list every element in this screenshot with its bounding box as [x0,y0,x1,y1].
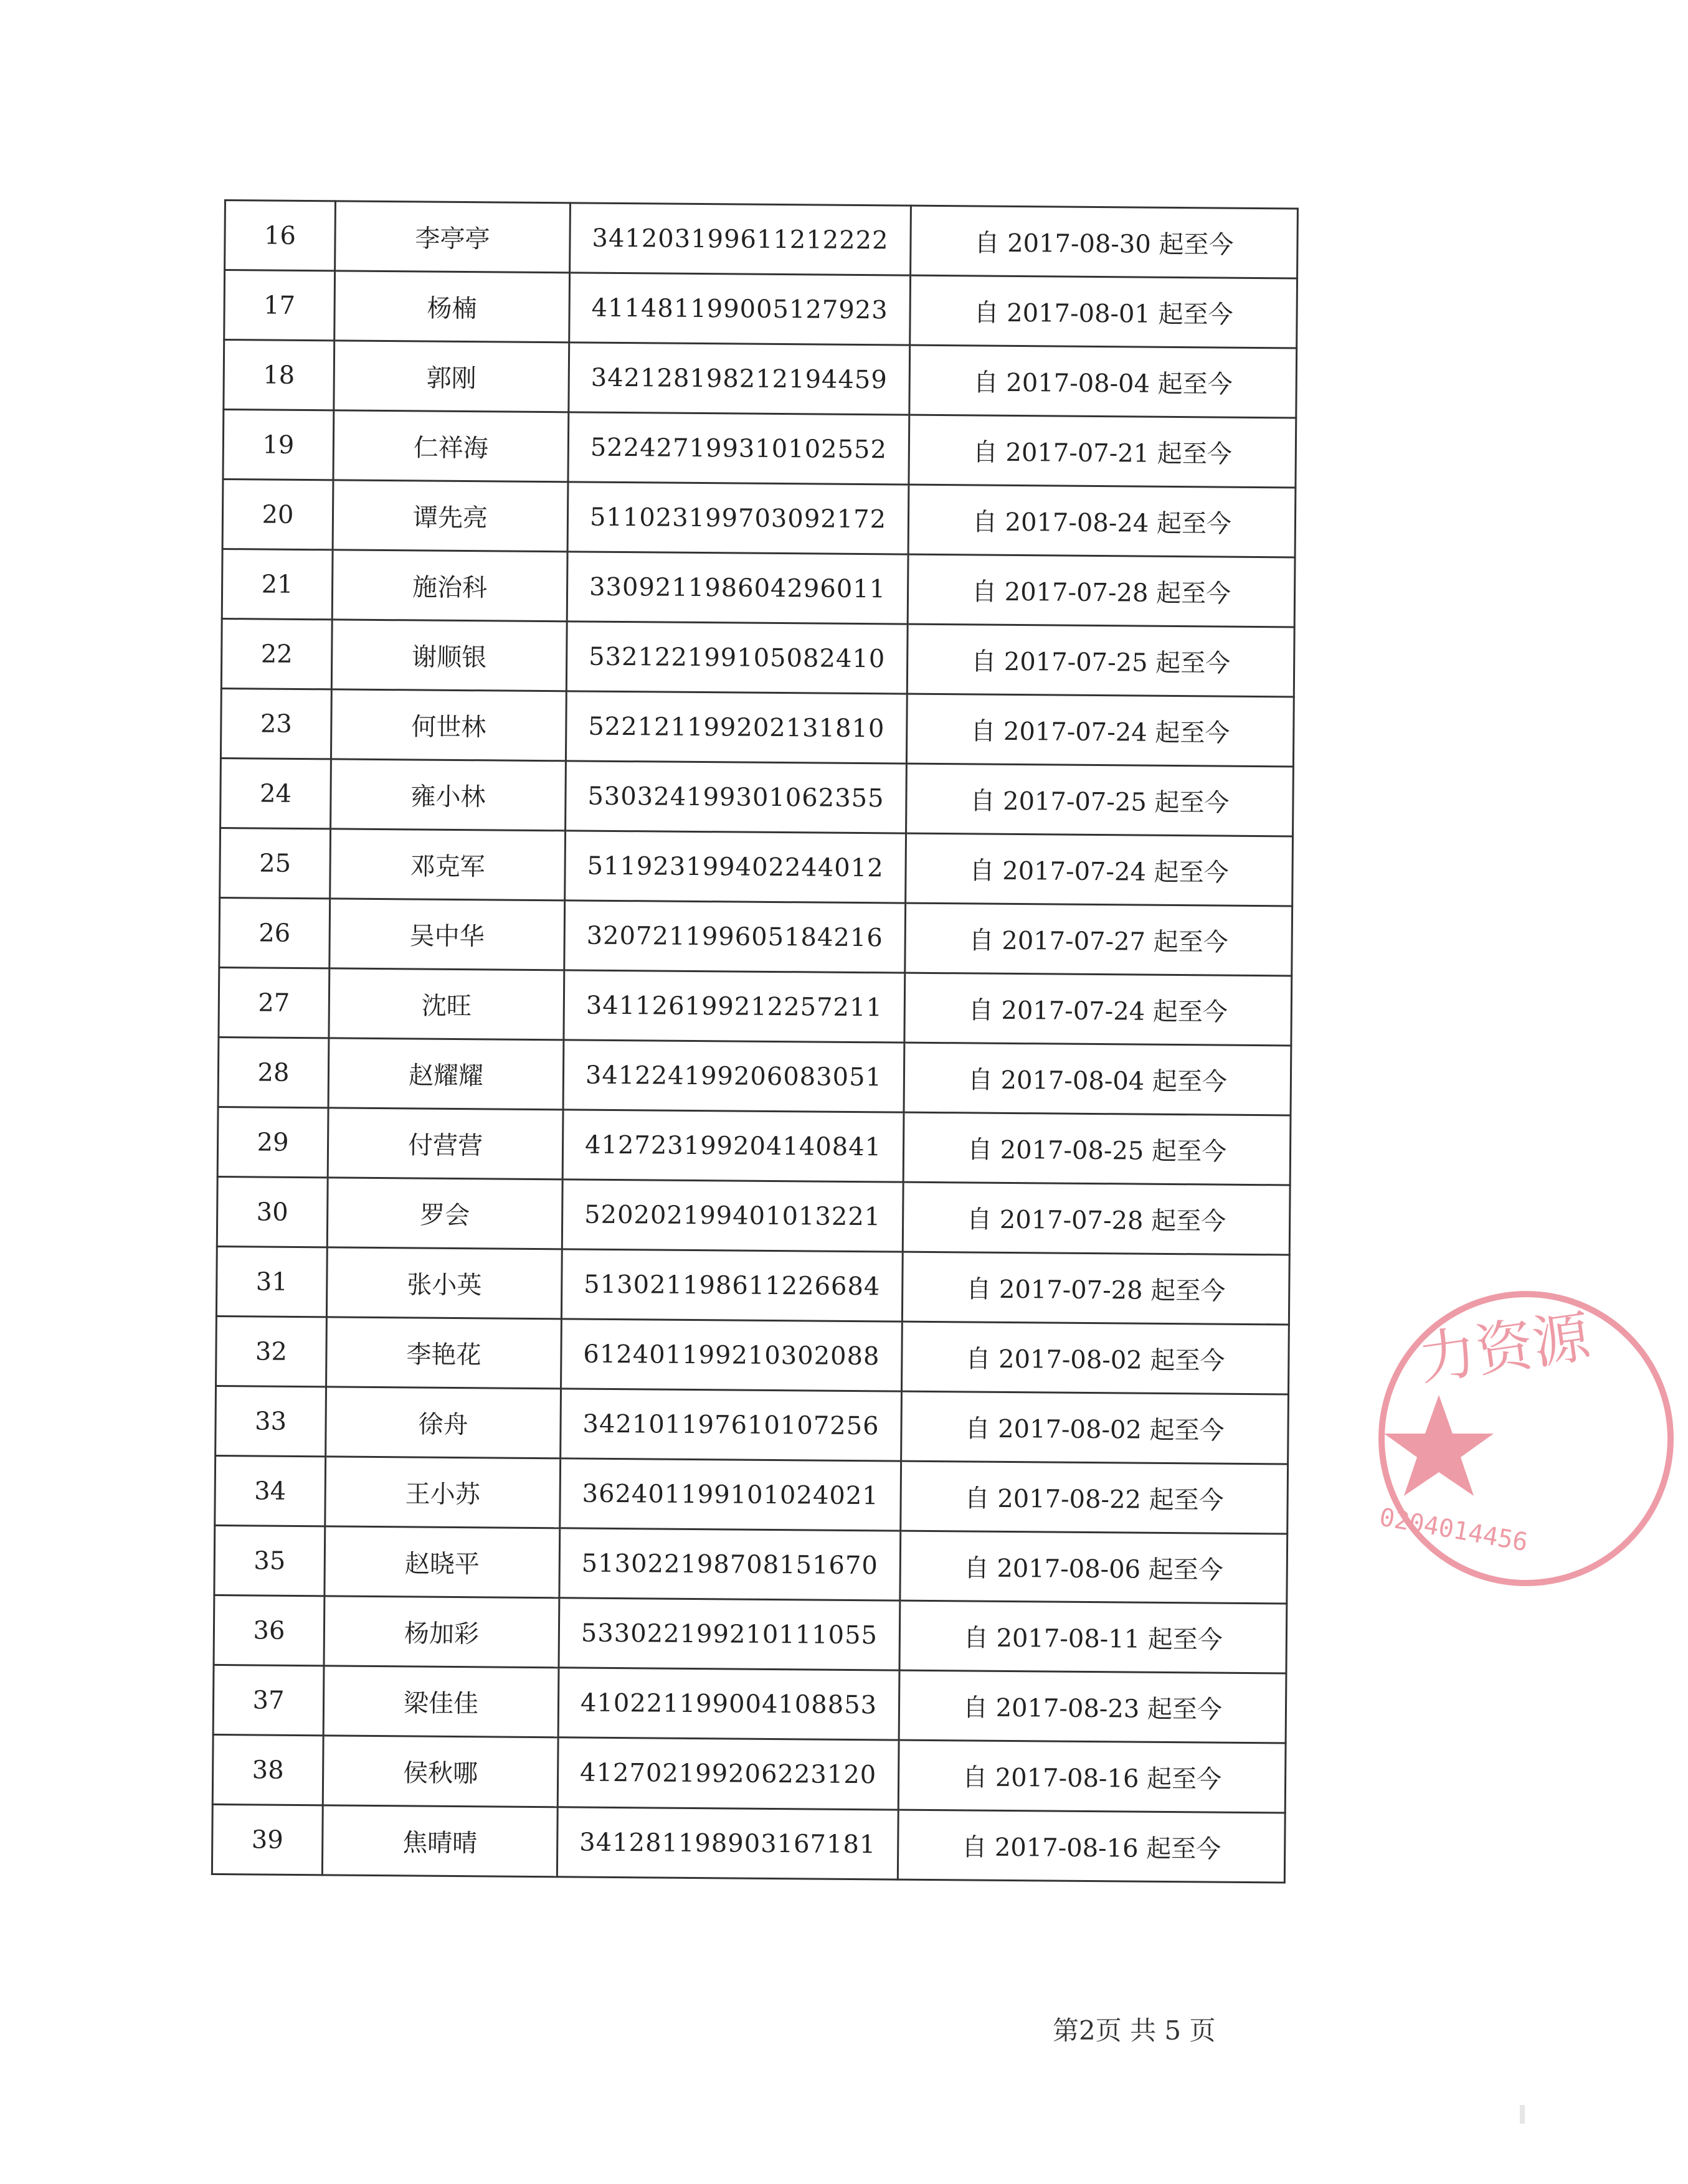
name-cell: 杨楠 [334,271,570,343]
id-number-cell: 341126199212257211 [564,970,905,1042]
id-number-cell: 320721199605184216 [564,901,906,973]
id-number-cell: 341224199206083051 [563,1040,904,1112]
scan-mark [1520,2105,1525,2124]
name-cell: 沈旺 [329,968,564,1040]
table-row [222,479,1296,557]
name-cell: 何世林 [331,689,566,761]
start-date-cell: 自 2017-07-27 起至今 [905,903,1292,976]
name-cell: 徐舟 [326,1387,561,1458]
row-number-cell: 22 [221,618,332,689]
name-cell: 罗会 [327,1178,562,1249]
start-date-cell: 自 2017-08-02 起至今 [901,1391,1289,1464]
id-number-cell: 530324199301062355 [566,761,907,833]
name-cell: 梁佳佳 [323,1666,559,1737]
row-number-cell: 31 [216,1246,327,1317]
start-date-cell: 自 2017-08-16 起至今 [898,1810,1285,1883]
table-row [219,967,1292,1046]
row-number-cell: 17 [224,270,335,341]
table-row [220,758,1294,836]
row-number-cell: 20 [222,479,333,549]
start-date-cell: 自 2017-07-28 起至今 [903,1182,1290,1255]
row-number-cell: 36 [214,1595,325,1665]
id-number-cell: 522427199310102552 [568,412,909,485]
name-cell: 付营营 [328,1108,563,1179]
table-row [212,1734,1286,1813]
name-cell: 焦晴晴 [322,1805,557,1877]
table-row [220,688,1294,767]
name-cell: 邓克军 [330,829,566,901]
row-number-cell: 28 [218,1037,329,1107]
id-number-cell: 342128198212194459 [569,343,910,415]
name-cell: 侯秋哪 [323,1736,558,1807]
id-number-cell: 612401199210302088 [561,1319,903,1391]
row-number-cell: 38 [212,1734,323,1805]
id-number-cell: 411481199005127923 [569,273,911,345]
row-number-cell: 37 [213,1665,324,1735]
start-date-cell: 自 2017-08-25 起至今 [903,1112,1291,1185]
page-number: 第2页 共 5 页 [1053,2015,1216,2046]
table-row [224,340,1297,418]
name-cell: 施治科 [332,550,567,622]
start-date-cell: 自 2017-08-04 起至今 [904,1042,1291,1115]
table-row [218,1037,1291,1115]
id-number-cell: 412723199204140841 [562,1110,904,1182]
id-number-cell: 520202199401013221 [562,1179,903,1252]
row-number-cell: 21 [222,549,333,619]
name-cell: 谢顺银 [331,620,567,691]
table-row [213,1665,1286,1743]
name-cell: 李艳花 [326,1317,562,1389]
id-number-cell: 341203199611212222 [570,203,911,275]
row-number-cell: 23 [220,688,331,759]
name-cell: 李亭亭 [335,201,571,273]
start-date-cell: 自 2017-08-23 起至今 [899,1670,1286,1743]
name-cell: 王小苏 [325,1457,561,1528]
row-number-cell: 24 [220,758,331,828]
table-row [221,618,1294,697]
row-number-cell: 30 [217,1176,328,1247]
name-cell: 雍小林 [331,759,566,831]
name-cell: 谭先亮 [333,480,568,552]
id-number-cell: 511923199402244012 [565,831,906,903]
seal-number: 0204014456 [1377,1503,1530,1558]
row-number-cell: 29 [217,1107,328,1177]
start-date-cell: 自 2017-08-11 起至今 [899,1600,1287,1673]
table-row [223,410,1296,488]
id-number-cell: 341281198903167181 [557,1807,898,1879]
table-row [216,1246,1289,1325]
name-cell: 郭刚 [334,341,569,412]
start-date-cell: 自 2017-07-25 起至今 [906,763,1294,836]
start-date-cell: 自 2017-08-16 起至今 [898,1740,1286,1813]
row-number-cell: 16 [225,201,336,271]
id-number-cell: 330921198604296011 [567,552,908,624]
name-cell: 仁祥海 [333,410,569,482]
start-date-cell: 自 2017-08-02 起至今 [902,1321,1289,1394]
id-number-cell: 362401199101024021 [560,1458,901,1531]
name-cell: 张小英 [326,1247,562,1319]
start-date-cell: 自 2017-08-06 起至今 [900,1531,1287,1604]
row-number-cell: 25 [220,828,331,898]
start-date-cell: 自 2017-08-24 起至今 [908,485,1296,557]
row-number-cell: 34 [215,1455,326,1526]
seal-text: 力资源 [1415,1303,1595,1393]
start-date-cell: 自 2017-08-30 起至今 [911,206,1298,278]
row-number-cell: 18 [224,340,334,410]
row-number-cell: 26 [219,897,330,968]
id-number-cell: 533022199210111055 [559,1598,900,1670]
table-row [225,201,1298,279]
row-number-cell: 35 [214,1525,325,1595]
id-number-cell: 412702199206223120 [557,1737,899,1810]
id-number-cell: 410221199004108853 [558,1668,899,1740]
employee-table [211,199,1299,1883]
id-number-cell: 522121199202131810 [566,691,907,763]
name-cell: 赵耀耀 [328,1038,564,1110]
start-date-cell: 自 2017-08-01 起至今 [910,275,1297,348]
start-date-cell: 自 2017-07-25 起至今 [907,624,1294,697]
table-row [215,1455,1288,1534]
row-number-cell: 32 [216,1316,327,1386]
table-row [220,828,1293,906]
employee-table-wrapper [211,199,1296,1883]
start-date-cell: 自 2017-07-21 起至今 [909,415,1296,488]
table-row [224,270,1297,349]
start-date-cell: 自 2017-07-28 起至今 [908,554,1295,627]
row-number-cell: 27 [219,967,330,1038]
start-date-cell: 自 2017-07-28 起至今 [902,1252,1289,1325]
official-seal [1364,1277,1688,1600]
table-row [216,1316,1289,1394]
employee-table-body [212,201,1297,1883]
table-row [214,1525,1287,1604]
row-number-cell: 33 [216,1386,326,1456]
table-row [217,1176,1290,1255]
row-number-cell: 39 [212,1804,323,1874]
table-row [222,549,1295,627]
name-cell: 杨加彩 [324,1596,559,1668]
name-cell: 吴中华 [330,899,565,970]
row-number-cell: 19 [223,410,334,480]
table-row [216,1386,1289,1464]
start-date-cell: 自 2017-08-04 起至今 [909,345,1297,418]
id-number-cell: 511023199703092172 [567,482,909,554]
start-date-cell: 自 2017-08-22 起至今 [901,1461,1288,1534]
table-row [217,1107,1291,1185]
id-number-cell: 342101197610107256 [561,1389,902,1461]
id-number-cell: 513021198611226684 [561,1249,903,1321]
id-number-cell: 532122199105082410 [566,622,908,694]
start-date-cell: 自 2017-07-24 起至今 [904,973,1292,1046]
star-icon [1384,1395,1494,1496]
start-date-cell: 自 2017-07-24 起至今 [906,694,1294,767]
table-row [219,897,1292,976]
id-number-cell: 513022198708151670 [559,1528,901,1600]
table-row [212,1804,1285,1883]
name-cell: 赵晓平 [325,1526,560,1598]
start-date-cell: 自 2017-07-24 起至今 [906,833,1293,906]
table-row [214,1595,1287,1673]
